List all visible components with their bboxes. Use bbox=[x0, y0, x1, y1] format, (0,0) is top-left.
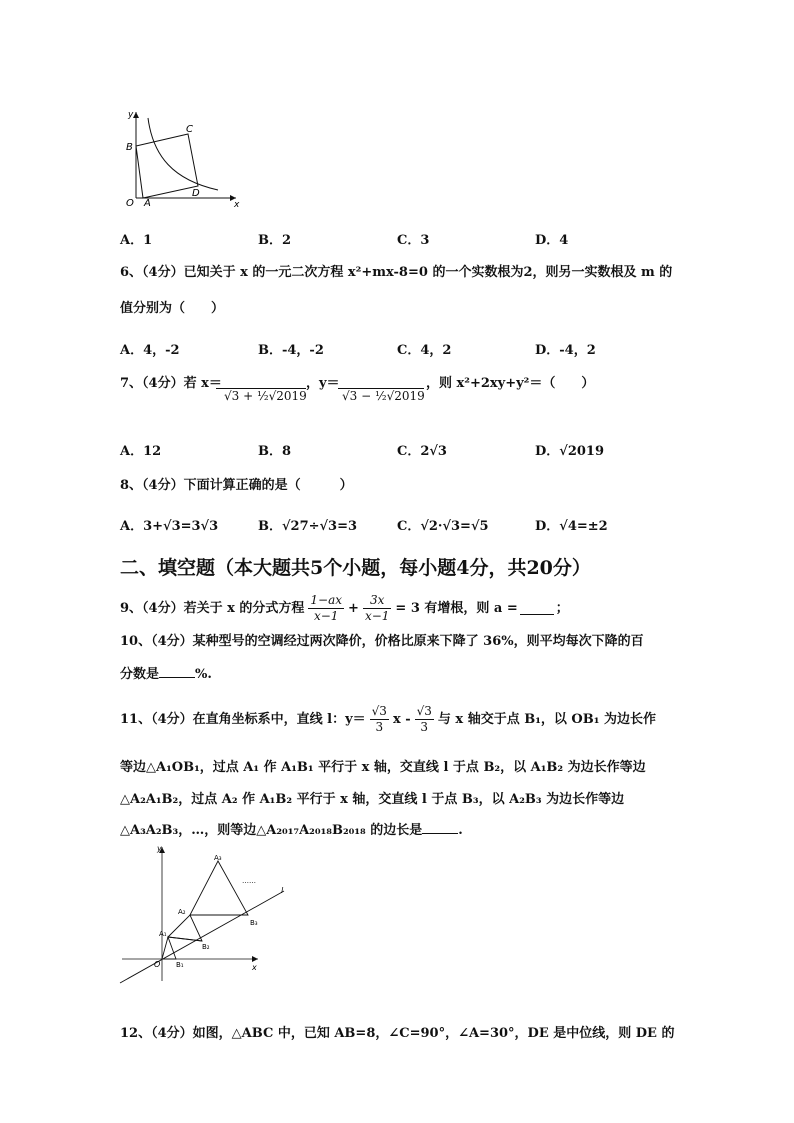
q11-fig-a3: A₃ bbox=[214, 854, 222, 862]
q10-answer-blank bbox=[159, 665, 195, 678]
section-2-title: 二、填空题（本大题共5个小题，每小题4分，共20分） bbox=[120, 557, 591, 579]
q9-f1-numerator: 1−ax bbox=[310, 593, 343, 607]
q11-stem-line3: △A₂A₁B₂，过点 A₂ 作 A₁B₂ 平行于 x 轴，交直线 l 于点 B₃，以 A₂B₃ 为边长作等边 bbox=[120, 792, 625, 807]
q9-f2-denominator: x−1 bbox=[364, 609, 390, 623]
q9-prefix: 9、（4分）若关于 x 的分式方程 bbox=[120, 600, 305, 616]
q6-stem-line1: 6、（4分）已知关于 x 的一元二次方程 x²+mx-8=0 的一个实数根为2，则另一实数根及 m 的 bbox=[120, 265, 673, 280]
q5-point-d: D bbox=[192, 188, 200, 199]
q11-fig-a1: A₁ bbox=[159, 930, 167, 938]
q8-option-c: C．√2·√3=√5 bbox=[397, 519, 489, 534]
q11-stem-line2: 等边△A₁OB₁，过点 A₁ 作 A₁B₁ 平行于 x 轴，交直线 l 于点 B₂，以 A₁B₂ 为边长作等边 bbox=[120, 760, 646, 775]
q7-option-c: C．2√3 bbox=[397, 444, 447, 459]
q5-point-o: O bbox=[126, 198, 134, 208]
q7-x-fraction-bar bbox=[216, 374, 306, 389]
q11-f2-denominator: 3 bbox=[420, 720, 429, 734]
q10-line2-text: 分数是 bbox=[120, 667, 160, 682]
q11-fig-axis-y: y bbox=[157, 844, 162, 853]
q11-mid: x - bbox=[392, 711, 411, 727]
q9-end: ； bbox=[555, 600, 569, 616]
q5-figure bbox=[118, 108, 248, 208]
q7-suffix: ，则 x²+2xy+y²＝（ ） bbox=[426, 376, 595, 391]
q11-fig-axis-x: x bbox=[252, 963, 257, 972]
q11-fig-origin: O bbox=[154, 960, 161, 969]
q11-fig-b2: B₂ bbox=[202, 943, 210, 951]
q8-option-b: B．√27÷√3=3 bbox=[258, 519, 358, 534]
q6-option-b: B．-4，-2 bbox=[258, 343, 324, 358]
q5-axis-y: y bbox=[128, 110, 134, 120]
q5-option-a: A．1 bbox=[120, 233, 153, 248]
q6-stem-line2: 值分别为（ ） bbox=[120, 301, 225, 316]
q7-option-d: D．√2019 bbox=[535, 444, 604, 459]
q11-f2-numerator: √3 bbox=[416, 704, 432, 718]
q11-stem-line1 bbox=[120, 704, 656, 735]
q7-y-fraction-bar bbox=[338, 374, 424, 389]
q12-stem-line1: 12、（4分）如图，△ABC 中，已知 AB=8，∠C=90°，∠A=30°，DE 是中位线，则 DE 的 bbox=[120, 1026, 675, 1041]
q5-axis-x: x bbox=[234, 200, 240, 208]
q7-prefix: 7、（4分）若 x＝ bbox=[120, 376, 222, 391]
q9-f1-denominator: x−1 bbox=[313, 609, 339, 623]
q11-suffix: 与 x 轴交于点 B₁，以 OB₁ 为边长作 bbox=[437, 711, 656, 727]
q7-mid: ，y＝ bbox=[306, 376, 340, 391]
q7-option-b: B．8 bbox=[258, 444, 292, 459]
q5-option-b: B．2 bbox=[258, 233, 292, 248]
q11-line4-end: . bbox=[458, 823, 463, 838]
q9-plus: + bbox=[348, 600, 359, 616]
q5-option-d: D．4 bbox=[535, 233, 569, 248]
q5-point-c: C bbox=[186, 124, 193, 135]
q9-stem bbox=[120, 593, 569, 624]
q5-option-c: C．3 bbox=[397, 233, 430, 248]
q6-option-d: D．-4，2 bbox=[535, 343, 596, 358]
q11-line4-text: △A₃A₂B₃，…，则等边△A₂₀₁₇A₂₀₁₈B₂₀₁₈ 的边长是 bbox=[120, 823, 423, 838]
q9-equation-rest: = 3 有增根，则 a = bbox=[395, 600, 518, 616]
q8-stem: 8、（4分）下面计算正确的是（ ） bbox=[120, 478, 353, 493]
q11-f1-numerator: √3 bbox=[371, 704, 387, 718]
q10-stem-line1: 10、（4分）某种型号的空调经过两次降价，价格比原来下降了 36%，则平均每次下降的百 bbox=[120, 634, 644, 649]
q8-option-d: D．√4=±2 bbox=[535, 519, 608, 534]
q8-option-a: A．3+√3=3√3 bbox=[120, 519, 219, 534]
q6-option-a: A．4，-2 bbox=[120, 343, 180, 358]
q11-fig-a2: A₂ bbox=[178, 908, 186, 916]
q11-prefix: 11、（4分）在直角坐标系中，直线 l：y＝ bbox=[120, 711, 366, 727]
q11-answer-blank bbox=[422, 821, 458, 834]
q11-figure bbox=[118, 843, 290, 989]
q11-fig-b1: B₁ bbox=[176, 961, 184, 969]
q9-answer-blank bbox=[520, 602, 554, 615]
q11-fig-line-l: l bbox=[281, 886, 284, 895]
q9-fraction-1 bbox=[308, 593, 344, 624]
q11-fraction-1 bbox=[370, 704, 389, 735]
q11-fig-dots: …… bbox=[242, 877, 256, 885]
q5-point-b: B bbox=[126, 142, 133, 153]
q11-fraction-2 bbox=[415, 704, 434, 735]
q10-line2-end: %. bbox=[195, 667, 212, 682]
q7-option-a: A．12 bbox=[120, 444, 162, 459]
q7-y-denominator: √3 − ½√2019 bbox=[342, 389, 425, 403]
q9-f2-numerator: 3x bbox=[363, 593, 391, 609]
q10-stem-line2 bbox=[120, 665, 212, 685]
q5-point-a: A bbox=[144, 198, 151, 208]
q7-x-denominator: √3 + ½√2019 bbox=[224, 389, 307, 403]
q11-stem-line4 bbox=[120, 821, 463, 841]
q6-option-c: C．4，2 bbox=[397, 343, 452, 358]
q11-fig-b3: B₃ bbox=[250, 919, 258, 927]
q11-f1-denominator: 3 bbox=[375, 720, 384, 734]
q9-fraction-2 bbox=[363, 593, 391, 624]
